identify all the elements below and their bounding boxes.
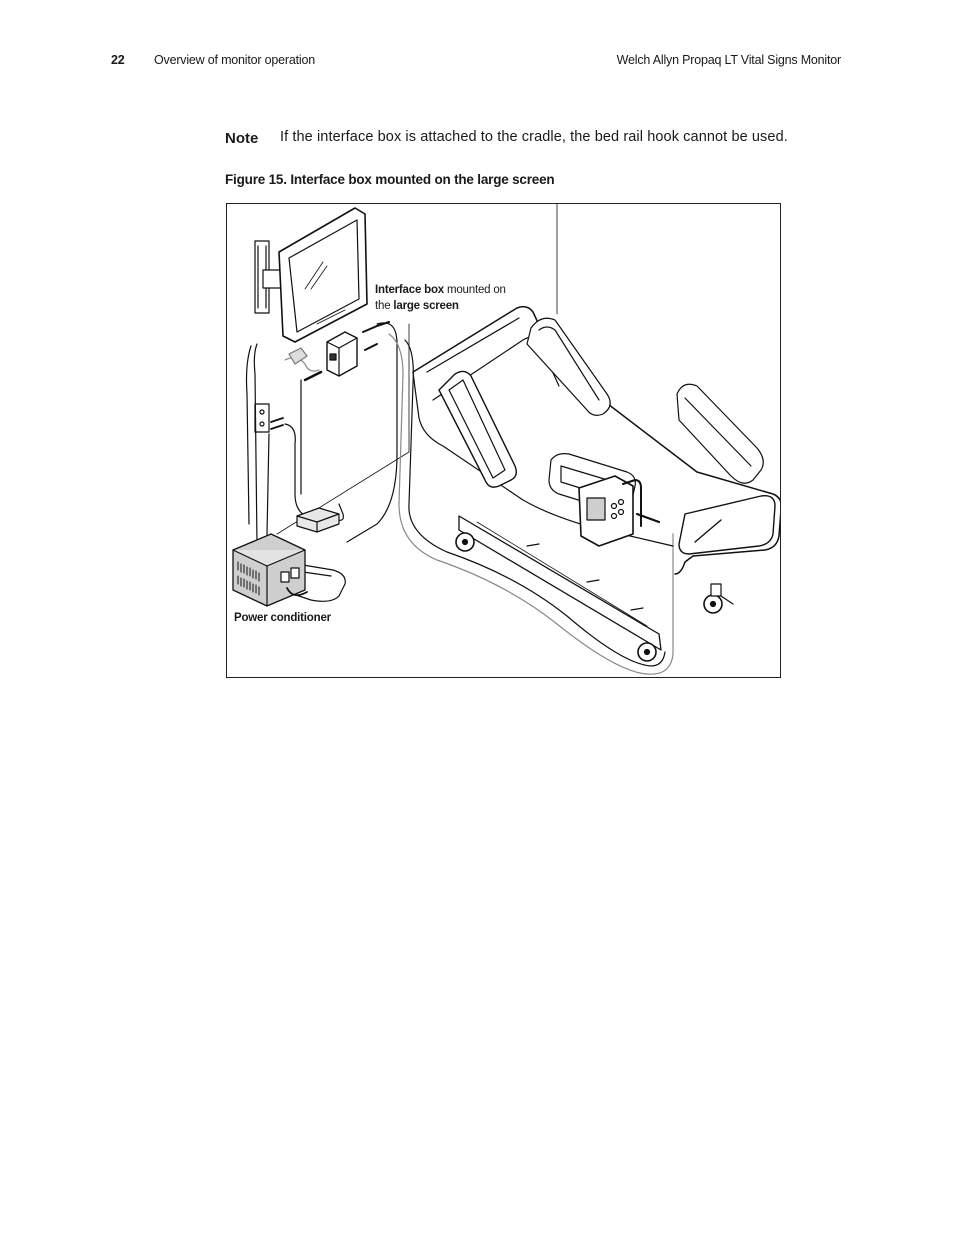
document-title: Welch Allyn Propaq LT Vital Signs Monitor bbox=[616, 53, 841, 67]
callout-large-screen-bold: large screen bbox=[393, 300, 459, 312]
note-label: Note bbox=[225, 130, 259, 147]
callout-interface-box-bold: Interface box bbox=[375, 284, 444, 296]
callout-the: the bbox=[375, 300, 394, 312]
callout-interface-box bbox=[375, 282, 506, 314]
bed-monitor-illustration bbox=[227, 204, 780, 677]
callout-power-conditioner: Power conditioner bbox=[234, 612, 331, 624]
section-title: Overview of monitor operation bbox=[154, 53, 315, 67]
figure-illustration bbox=[226, 203, 781, 678]
figure-caption: Figure 15. Interface box mounted on the large screen bbox=[225, 172, 555, 187]
page-number: 22 bbox=[111, 53, 125, 67]
note-text: If the interface box is attached to the cradle, the bed rail hook cannot be used. bbox=[280, 129, 788, 145]
callout-interface-box-rest: mounted on bbox=[443, 284, 506, 296]
